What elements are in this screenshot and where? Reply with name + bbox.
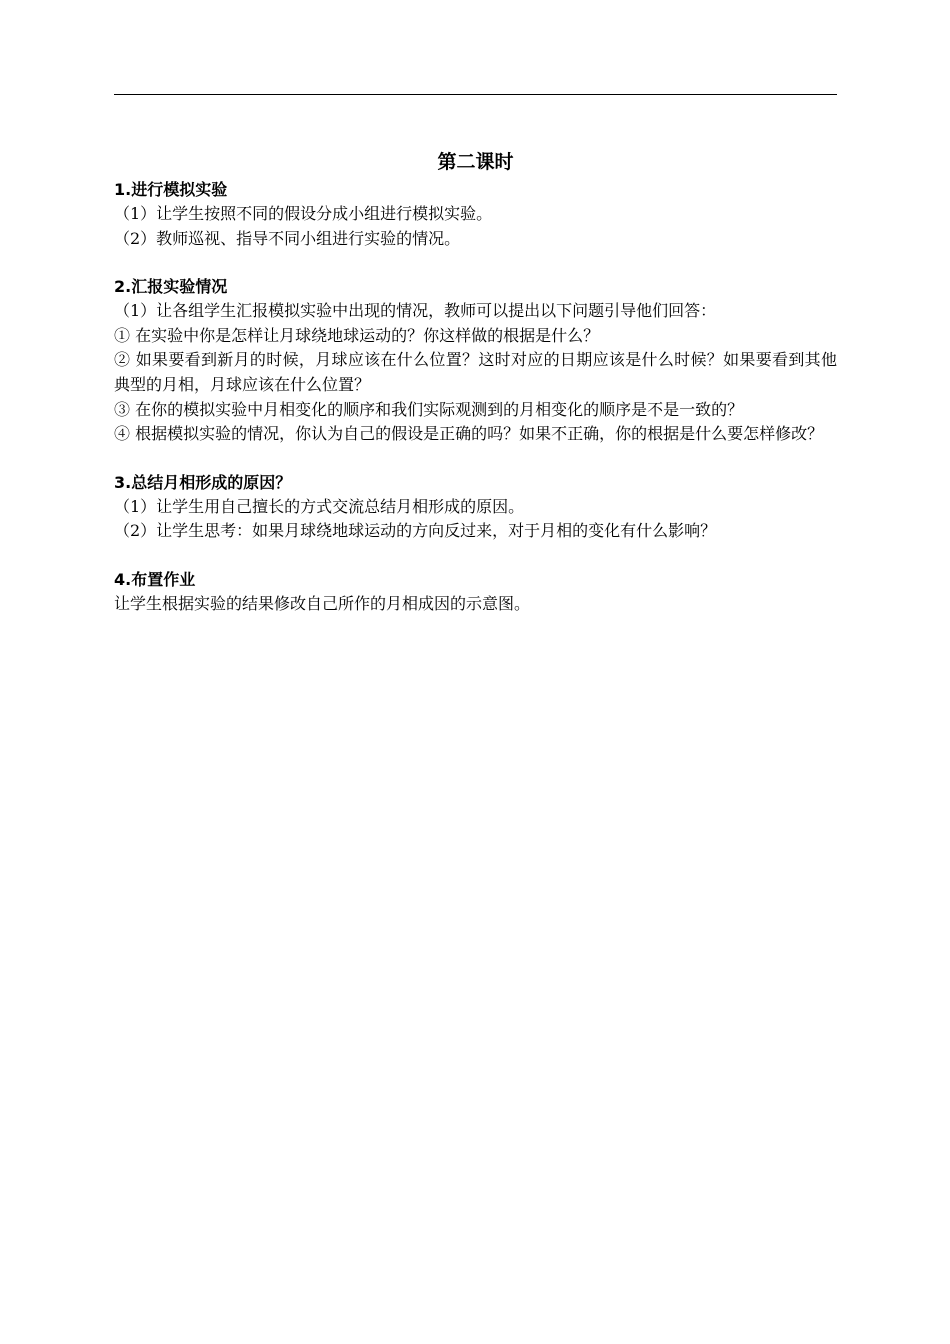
- paragraph: （2）让学生思考：如果月球绕地球运动的方向反过来，对于月相的变化有什么影响？: [114, 521, 717, 541]
- section-homework: [114, 568, 837, 617]
- question-item: ③ 在你的模拟实验中月相变化的顺序和我们实际观测到的月相变化的顺序是不是一致的？: [114, 399, 744, 419]
- paragraph: 让学生根据实验的结果修改自己所作的月相成因的示意图。: [114, 593, 531, 613]
- question-item: ④ 根据模拟实验的情况，你认为自己的假设是正确的吗？如果不正确，你的根据是什么要怎样修改？: [114, 424, 824, 444]
- section-heading: 3.总结月相形成的原因？: [114, 472, 292, 492]
- section-report: [114, 275, 837, 447]
- page-title: 第二课时: [437, 151, 514, 173]
- paragraph: （1）让各组学生汇报模拟实验中出现的情况，教师可以提出以下问题引导他们回答：: [114, 301, 717, 321]
- question-item: ② 如果要看到新月的时候，月球应该在什么位置？这时对应的日期应该是什么时候？如果要看到其他典型的月相，月球应该在什么位置？: [114, 350, 837, 394]
- header-rule: [114, 94, 837, 95]
- section-summary: [114, 471, 837, 544]
- document-body: [114, 146, 837, 617]
- section-heading: 2.汇报实验情况: [114, 277, 228, 297]
- paragraph: （1）让学生按照不同的假设分成小组进行模拟实验。: [114, 204, 493, 223]
- paragraph: （2）教师巡视、指导不同小组进行实验的情况。: [114, 228, 461, 248]
- section-experiment: [114, 178, 837, 251]
- section-heading: 1.进行模拟实验: [114, 180, 228, 199]
- paragraph: （1）让学生用自己擅长的方式交流总结月相形成的原因。: [114, 496, 525, 516]
- question-item: ① 在实验中你是怎样让月球绕地球运动的？你这样做的根据是什么？: [114, 325, 600, 345]
- section-heading: 4.布置作业: [114, 569, 196, 589]
